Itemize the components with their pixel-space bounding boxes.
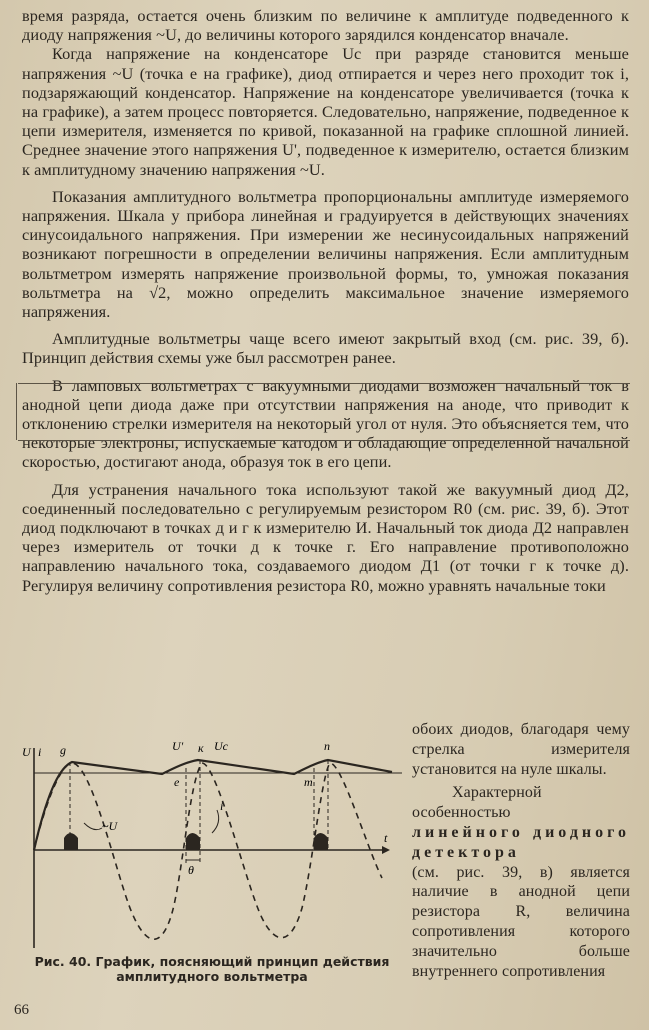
time-axis-arrow: [382, 846, 390, 854]
side-paragraph-2-emph: [412, 823, 630, 863]
label-point-m: m: [304, 775, 313, 789]
label-point-k: к: [198, 741, 204, 755]
label-theta: θ: [188, 863, 194, 877]
label-t-axis: t: [384, 831, 388, 845]
current-pulse-2: [186, 833, 200, 850]
emph-detector: детектора: [412, 843, 520, 861]
page-number: 66: [14, 1002, 29, 1018]
label-point-g: g: [60, 743, 66, 757]
side-paragraph-2-rest: (см. рис. 39, в) является наличие в анодной цепи резистора R, величина сопротивления которого значительно больше внутреннего сопротивления: [412, 863, 630, 980]
emph-diode: диодного: [532, 823, 630, 841]
label-current: i: [220, 799, 224, 813]
label-i-axis: i: [38, 745, 42, 759]
paragraph-initial-current: В ламповых вольтметрах с вакуумными диодами возможен начальный ток в анодной цепи диода даже при отсутствии напряжения на аноде, что приводит к отклонению стрелки измерителя на некоторый угол от нуля. Это объясняется тем, что некоторые электроны, испускаемые катодом и обладающие определенной начальной скоростью, достигают анода, образуя ток в его цепи.: [22, 375, 629, 472]
figure-caption: Рис. 40. График, поясняющий принцип действия амплитудного вольтметра: [34, 954, 390, 984]
emph-linear: линейного: [412, 823, 524, 841]
pen-mark-left: [16, 383, 17, 440]
label-u-axis: U: [22, 745, 31, 759]
leader-i: [212, 810, 219, 833]
leader-sine: [84, 823, 102, 830]
label-point-n: n: [324, 739, 330, 753]
label-point-e: e: [174, 775, 180, 789]
voltmeter-graph: [22, 738, 408, 953]
paragraph-discharge: Когда напряжение на конденсаторе Uc при разряде становится меньше напряжения ~U (точка e на графике), диод отпирается и через него проходит ток i, подзаряжающий конденсатор. Напряжение на конденсаторе увеличивается (точка к на графике), а затем процесс повторяется. Следовательно, напряжение, подведенное к цепи измерителя, изменяется по кривой, показанной на графике сплошной линией. Среднее значение этого напряжения U', подведенное к измерителю, остается близким к амплитудному значению напряжения ~U.: [22, 44, 629, 179]
figure-40: [22, 738, 408, 988]
current-pulse-3: [314, 833, 328, 850]
side-paragraph-2-start: Характерной особенностью: [412, 784, 542, 822]
paragraph-closed-input: Амплитудные вольтметры чаще всего имеют закрытый вход (см. рис. 39, б). Принцип действия схемы уже был рассмотрен ранее.: [22, 329, 629, 368]
pen-mark-top: [18, 383, 630, 384]
paragraph-continuation: время разряда, остается очень близким по величине к амплитуде подведенного к диоду напряжения ~U, до величины которого зарядился конденсатор вначале.: [22, 6, 629, 45]
paragraph-amplitude-voltmeter: Показания амплитудного вольтметра пропорциональны амплитуде измеряемого напряжения. Шкала у прибора линейная и градуируется в действующих значениях синусоидального напряжения. При измерении же несинусоидальных напряжений возникают погрешности в определении величины напряжения. Если амплитудным вольтметром измерять напряжение произвольной формы, то, умножая показания вольтметра на √2, можно определить максимальное значение измеряемого напряжения.: [22, 186, 629, 322]
label-sine: ~U: [102, 819, 118, 833]
current-pulse-1: [64, 833, 78, 850]
pen-mark-bottom: [18, 440, 630, 441]
sine-voltage-curve: [34, 763, 382, 939]
label-u-prime: U': [172, 739, 184, 753]
lower-section: [22, 721, 630, 998]
side-paragraph-1: обоих диодов, благодаря чему стрелка измерителя установится на нуле шкалы.: [412, 721, 630, 778]
side-column: [412, 720, 630, 981]
label-uc: Uc: [214, 739, 228, 753]
paragraph-compensation: Для устранения начального тока используют такой же вакуумный диод Д2, соединенный последовательно с регулируемым резистором R0 (см. рис. 39, б). Этот диод подключают в точках д и г к измерителю И. Начальный ток диода Д2 направлен через измеритель от точки д к точке г. Его направление противоположно направлению начального тока, создаваемого диодом Д1 (от точки г к точке д). Регулируя величину сопротивления резистора R0, можно уравнять начальные токи: [22, 479, 629, 595]
